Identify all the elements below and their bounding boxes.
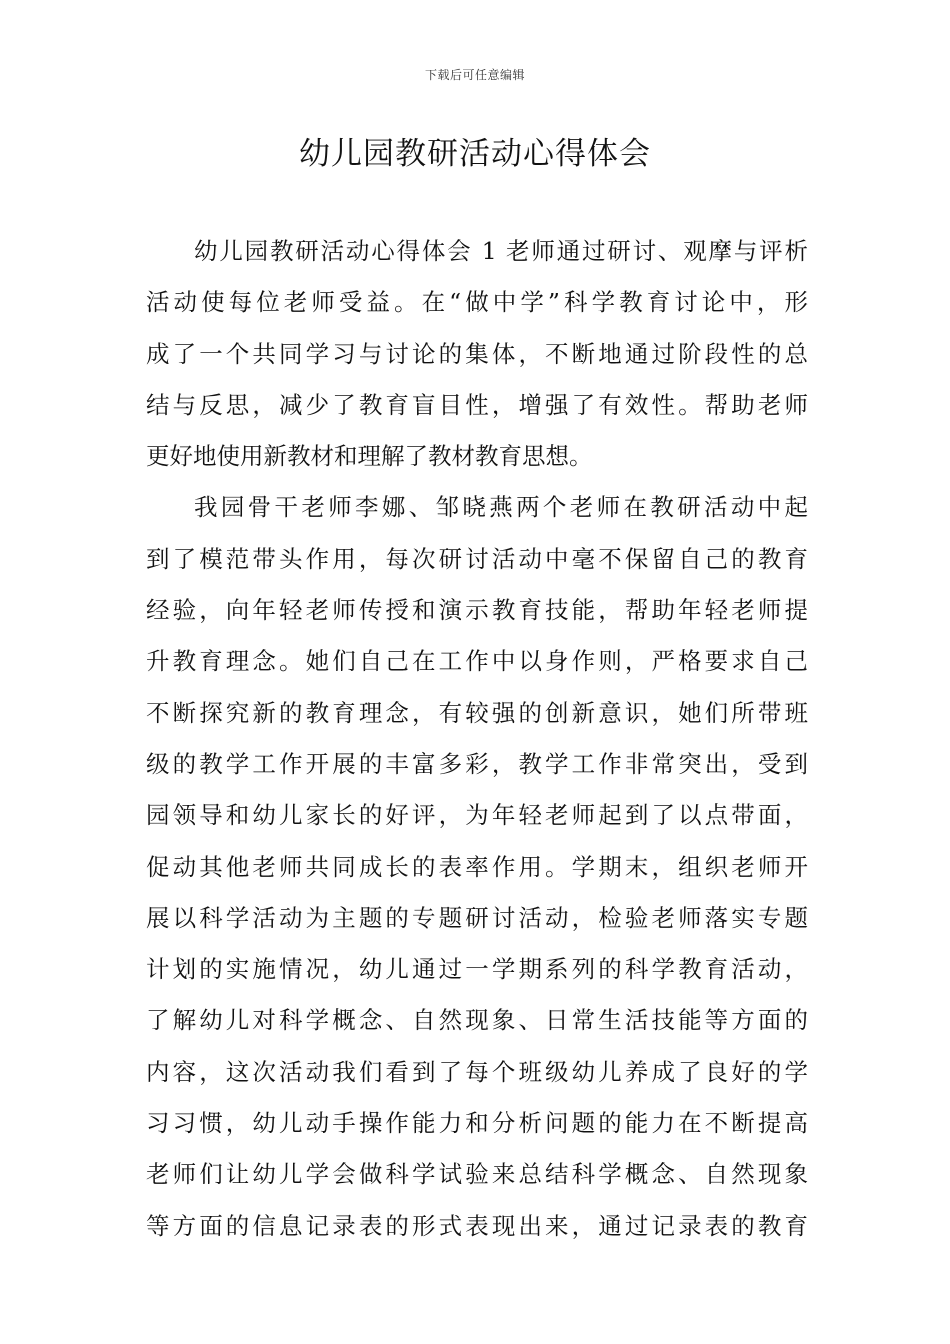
paragraph-1-line-1: 幼儿园教研活动心得体会 1 老师通过研讨、观摩与评析 (194, 237, 808, 265)
paragraph-2-line-3: 经验，向年轻老师传授和演示教育技能，帮助年轻老师提 (146, 596, 808, 625)
paragraph-1-line-2: 活动使每位老师受益。在“做中学”科学教育讨论中，形 (146, 288, 808, 317)
paragraph-2-line-6: 级的教学工作开展的丰富多彩，教学工作非常突出，受到 (146, 749, 808, 778)
paragraph-2-line-9: 展以科学活动为主题的专题研讨活动，检验老师落实专题 (146, 903, 808, 932)
paragraph-2-line-14: 老师们让幼儿学会做科学试验来总结科学概念、自然现象 (146, 1160, 808, 1189)
paragraph-1-line-3: 成了一个共同学习与讨论的集体，不断地通过阶段性的总 (146, 339, 808, 368)
paragraph-2-line-11: 了解幼儿对科学概念、自然现象、日常生活技能等方面的 (146, 1006, 808, 1035)
document-title: 幼儿园教研活动心得体会 (299, 136, 651, 172)
document-body (146, 226, 808, 1252)
paragraph-2-line-5: 不断探究新的教育理念，有较强的创新意识，她们所带班 (146, 698, 808, 727)
paragraph-2-line-8: 促动其他老师共同成长的表率作用。学期末，组织老师开 (146, 852, 808, 881)
paragraph-2-line-12: 内容，这次活动我们看到了每个班级幼儿养成了良好的学 (146, 1057, 808, 1086)
paragraph-2-line-4: 升教育理念。她们自己在工作中以身作则，严格要求自己 (146, 647, 808, 676)
paragraph-2-line-2: 到了模范带头作用，每次研讨活动中毫不保留自己的教育 (146, 544, 808, 573)
paragraph-2-line-13: 习习惯，幼儿动手操作能力和分析问题的能力在不断提高 (146, 1109, 808, 1138)
paragraph-2-line-7: 园领导和幼儿家长的好评，为年轻老师起到了以点带面， (146, 801, 808, 830)
paragraph-2-line-10: 计划的实施情况，幼儿通过一学期系列的科学教育活动， (146, 955, 808, 984)
paragraph-2-line-15: 等方面的信息记录表的形式表现出来，通过记录表的教育 (146, 1211, 808, 1240)
paragraph-2-line-1: 我园骨干老师李娜、邹晓燕两个老师在教研活动中起 (194, 493, 808, 522)
header-note: 下载后可任意编辑 (424, 68, 525, 82)
paragraph-1-line-5: 更好地使用新教材和理解了教材教育思想。 (146, 442, 593, 471)
paragraph-1-line-4: 结与反思，减少了教育盲目性，增强了有效性。帮助老师 (146, 390, 808, 419)
